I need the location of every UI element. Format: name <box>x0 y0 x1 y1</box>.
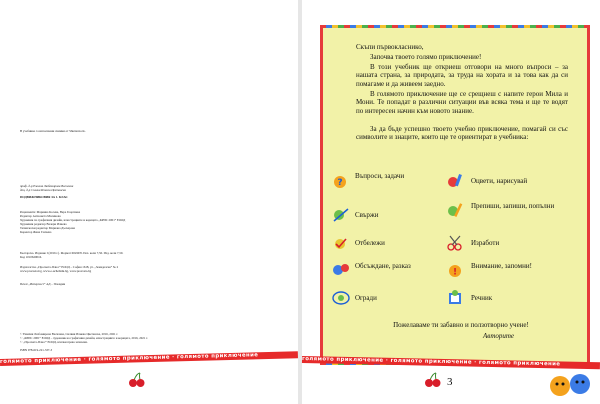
intro-paragraph-1: В този учебник ще откриеш отговори на много въпроси – за нашата страна, за природата, за труда на хората и за това как да си помагаме и да живеем заедно. <box>356 63 568 88</box>
dictionary-icon <box>445 289 465 307</box>
copyright-line: © „КРИС 2001” ЕООД – художник на графичния дизайн, илюстрациите и корицата, 2016, 2021 г. <box>20 336 148 340</box>
cherry-icon <box>424 372 442 388</box>
copyright-line: © „Просвета-Плюс” ЕООД, всички права запазени. <box>20 340 88 344</box>
fence-icon <box>331 289 351 307</box>
legend-label-make: Изработи <box>471 239 500 247</box>
closing-line: Пожелаваме ти забавно и ползотворно учене! <box>393 321 529 329</box>
printer: Печат „Интерпост” АД – Пловдив <box>20 282 66 286</box>
signature: Авторите <box>483 332 515 340</box>
page-number: 3 <box>447 376 453 388</box>
photo-credit: В учебника са използвани снимки от Shutterstock. <box>20 129 86 133</box>
intro-paragraph-3: За да бъде успешно твоето учебно приключение, помагай си със символите и знаците, които ще те ориентират в учебника: <box>356 125 568 142</box>
legend-label-mark: Отбележи <box>355 239 385 247</box>
isbn: ISBN 978-619-221-337-3 <box>20 348 53 352</box>
intro-line: Започва твоето голямо приключение! <box>370 53 482 61</box>
cherry-icon <box>128 372 146 388</box>
intro-frame <box>320 25 590 365</box>
svg-text:?: ? <box>337 178 343 188</box>
mascots-icon <box>548 370 594 400</box>
credit-line: Художник редактор Валери Илиева <box>20 222 67 226</box>
connect-icon <box>331 206 351 224</box>
legend-label-write: Препиши, запиши, попълни <box>471 202 555 210</box>
legend-label-attention: Внимание, запомни! <box>471 262 532 270</box>
print-info: Българска. Издание I (2016 г.). Формат 60х90/8. Печ. коли 7,50. Изд. коли 7,50. <box>20 251 124 255</box>
question-icon <box>331 172 351 190</box>
scissors-icon <box>445 234 465 252</box>
attention-icon <box>445 262 465 280</box>
print-info: Код 1010620016. <box>20 255 42 259</box>
ribbon-left: голямото приключение · голямото приключение · голямото приключение <box>0 351 298 366</box>
credit-line: Редактор Антоанета Малинова <box>20 214 61 218</box>
mark-icon <box>331 235 351 253</box>
copyright-line: © Емилия Любомирова Василева, Силвия Илиева Цветанска, 2016, 2021 г. <box>20 332 119 336</box>
pencil-icon <box>445 202 465 220</box>
legend-label-questions: Въпроси, задачи <box>355 172 405 180</box>
edition-title: ПОДВИЖНИКОВИЯ ЗА 1. КЛАС <box>20 195 68 199</box>
author-2: доц. д-р Силвия Илиева Цветанска <box>20 188 66 192</box>
discuss-icon <box>331 260 351 278</box>
legend-label-connect: Свържи <box>355 211 379 219</box>
legend-label-fence: Огради <box>355 294 377 302</box>
ribbon-right: голямото приключение · голямото приключение · голямото приключение <box>302 356 600 369</box>
legend-label-dictionary: Речник <box>471 294 493 302</box>
publisher: www.prosveta.bg, www.e-uchebnik.bg, www.prosveta.bg <box>20 269 92 273</box>
legend-label-paint: Оцвети, нарисувай <box>471 177 528 185</box>
credit-line: Художник по графичния дизайн, илюстрациите и корицата „КРИС 2001” ЕООД <box>20 218 126 222</box>
svg-text:!: ! <box>452 267 458 278</box>
left-page <box>0 0 298 404</box>
author-1: проф. д-р Емилия Любомирова Василева <box>20 184 74 188</box>
intro-paragraph-2: В голямото приключение ще се срещнеш с напите герои Мила и Мони. Те попадат в различни ситуации във всяка тема и ще те водят по интересен начин към новото знание. <box>356 90 568 115</box>
publisher: Издателство „Просвета-Плюс” ЕООД – София 1618, ул. „Земеделска” № 2 <box>20 265 119 269</box>
credit-line: Технически редактор Мариана Дъскарова <box>20 226 76 230</box>
greeting: Скъпи първокласнико, <box>356 43 424 51</box>
paint-icon <box>445 172 465 190</box>
legend-label-discuss: Обсъждане, разказ <box>355 262 411 270</box>
credit-line: Рецензенти: Марияна Косева, Вера Георгиева <box>20 210 81 214</box>
right-page <box>302 0 600 404</box>
credit-line: Коректор Жана Ганчева <box>20 230 52 234</box>
